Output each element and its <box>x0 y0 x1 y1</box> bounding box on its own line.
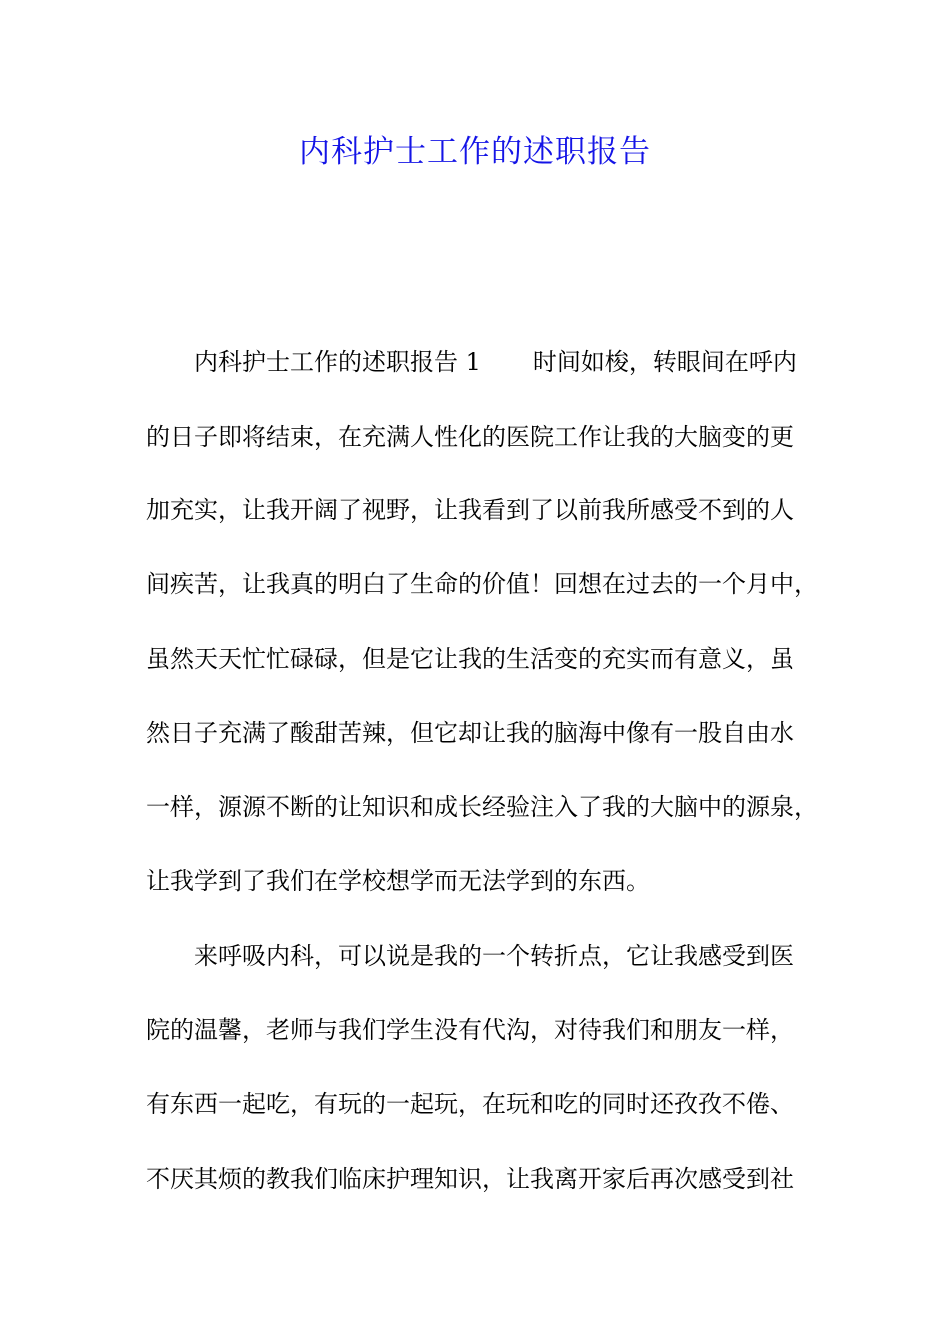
paragraph-line-text: 时间如梭，转眼间在呼内 <box>532 348 797 376</box>
document-title: 内科护士工作的述职报告 <box>299 134 651 170</box>
paragraph-line: 虽然天天忙忙碌碌，但是它让我的生活变的充实而有意义，虽 <box>146 645 794 673</box>
paragraph-line <box>194 345 826 379</box>
report-heading-inline: 内科护士工作的述职报告 1 <box>194 348 481 376</box>
paragraph-line: 有东西一起吃，有玩的一起玩，在玩和吃的同时还孜孜不倦、 <box>146 1090 794 1118</box>
paragraph-line: 让我学到了我们在学校想学而无法学到的东西。 <box>146 867 650 895</box>
paragraph-line: 一样，源源不断的让知识和成长经验注入了我的大脑中的源泉， <box>146 793 818 821</box>
paragraph-line: 然日子充满了酸甜苦辣，但它却让我的脑海中像有一股自由水 <box>146 719 794 747</box>
paragraph-line: 来呼吸内科，可以说是我的一个转折点，它让我感受到医 <box>194 942 794 970</box>
paragraph-line: 间疾苦，让我真的明白了生命的价值！回想在过去的一个月中， <box>146 570 818 598</box>
paragraph-line: 的日子即将结束，在充满人性化的医院工作让我的大脑变的更 <box>146 423 794 451</box>
paragraph-line: 不厌其烦的教我们临床护理知识，让我离开家后再次感受到社 <box>146 1165 794 1193</box>
paragraph-line: 院的温馨，老师与我们学生没有代沟，对待我们和朋友一样， <box>146 1016 794 1044</box>
paragraph-line: 加充实，让我开阔了视野，让我看到了以前我所感受不到的人 <box>146 496 794 524</box>
